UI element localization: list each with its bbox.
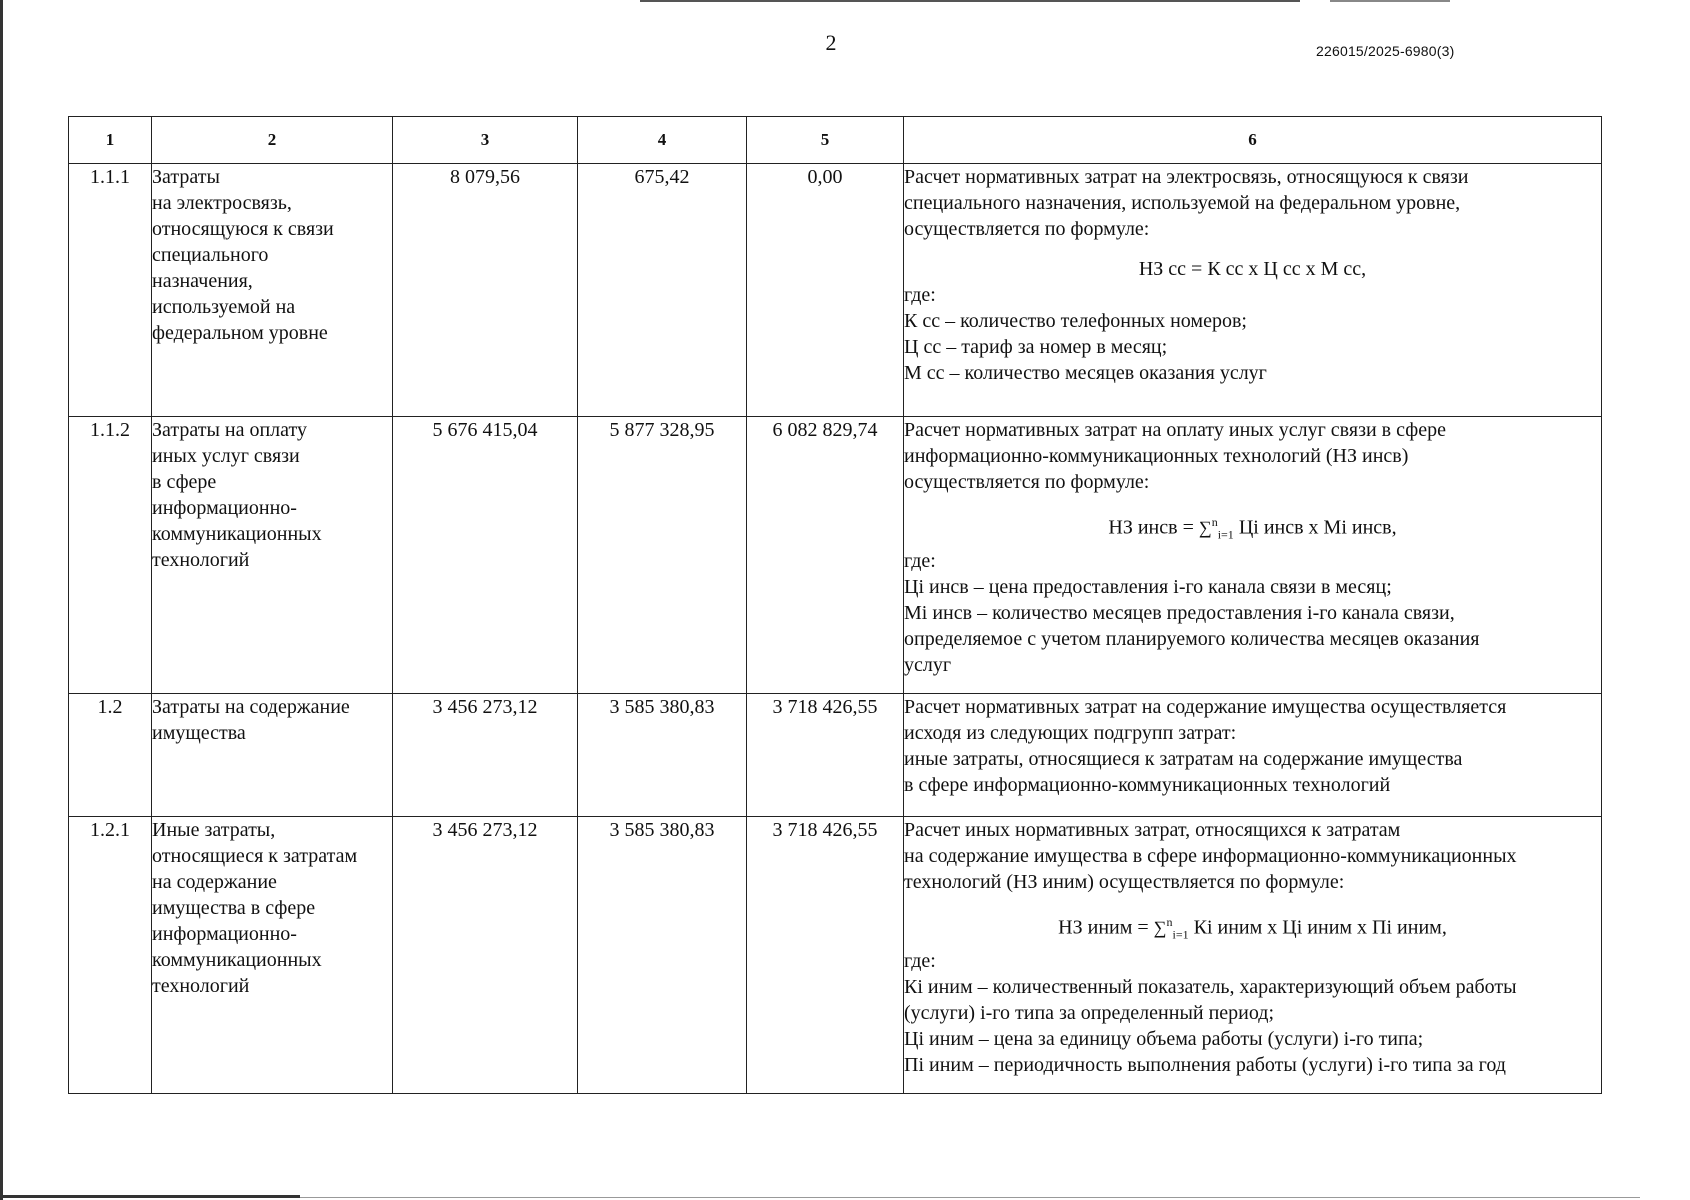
desc-line: Пi иним – периодичность выполнения работы (услуги) i-го типа за год [904,1053,1506,1076]
row-name-line: Иные затраты, [152,819,276,841]
scan-artifact-top [640,0,1300,2]
row-name-line: технологий [152,975,250,997]
row-name-line: относящуюся к связи [152,218,334,240]
row-code: 1.1.1 [69,164,152,417]
row-value-col3: 8 079,56 [393,164,578,417]
row-value-col3: 3 456 273,12 [393,817,578,1094]
formula-right: Кi иним х Цi иним х Пi иним, [1188,916,1447,939]
row-name-line: коммуникационных [152,949,322,971]
desc-line: осуществляется по формуле: [904,218,1150,240]
row-name-line: имущества в сфере [152,897,316,919]
desc-line: услуг [904,653,952,676]
desc-line: информационно-коммуникационных технологий (НЗ инсв) [904,445,1409,467]
desc-line: (услуги) i-го типа за определенный период; [904,1001,1275,1024]
row-description [904,417,1602,694]
formula-right: Цi инсв х Мi инсв, [1233,516,1397,539]
formula-left: НЗ иним = [1058,916,1154,939]
row-code: 1.1.2 [69,417,152,694]
row-name-line: используемой на [152,296,296,318]
row-name-line: федеральном уровне [152,322,328,344]
desc-line: исходя из следующих подгрупп затрат: [904,722,1237,744]
formula: НЗ сс = К сс х Ц сс х М сс, [1138,258,1367,280]
desc-line: на содержание имущества в сфере информационно-коммуникационных [904,845,1517,867]
desc-line: определяемое с учетом планируемого количества месяцев оказания [904,627,1480,650]
row-name-line: в сфере [152,471,217,493]
row-value-col3: 5 676 415,04 [393,417,578,694]
header-col-6: 6 [904,117,1602,164]
header-col-2: 2 [152,117,393,164]
row-value-col3: 3 456 273,12 [393,694,578,817]
row-value-col4: 5 877 328,95 [578,417,747,694]
scan-edge-left [0,0,3,1200]
row-name-line: специального [152,244,269,266]
row-value-col5: 0,00 [747,164,904,417]
scan-artifact-bottom-faint [300,1197,1640,1198]
row-name-line: технологий [152,549,250,571]
desc-line: Кi иним – количественный показатель, характеризующий объем работы [904,975,1517,998]
desc-line: Цi иним – цена за единицу объема работы (услуги) i-го типа; [904,1027,1424,1050]
row-name [152,164,393,417]
sum-lower-limit: i=1 [1172,927,1189,942]
row-value-col4: 3 585 380,83 [578,817,747,1094]
sum-symbol: ∑ [1153,917,1167,938]
header-col-3: 3 [393,117,578,164]
row-name [152,817,393,1094]
row-code: 1.2.1 [69,817,152,1094]
sum-lower-limit: i=1 [1217,527,1234,542]
row-name [152,417,393,694]
formula [904,909,1601,948]
sum-upper-limit: n [1211,515,1218,529]
row-name-line: относящиеся к затратам [152,845,358,867]
desc-line: Ц сс – тариф за номер в месяц; [904,336,1168,358]
cost-table [68,116,1602,1094]
row-value-col5: 3 718 426,55 [747,694,904,817]
table-row [69,164,1602,417]
table-row [69,694,1602,817]
desc-line: М сс – количество месяцев оказания услуг [904,362,1267,384]
desc-line: Цi инсв – цена предоставления i-го канала связи в месяц; [904,575,1392,598]
document-id: 226015/2025-6980(3) [1316,43,1455,59]
desc-line: где: [904,549,936,572]
row-name-line: коммуникационных [152,523,322,545]
row-name-line: Затраты на содержание [152,696,350,718]
row-name-line: имущества [152,722,246,744]
desc-line: Расчет нормативных затрат на электросвязь, относящуюся к связи [904,166,1469,188]
formula-left: НЗ инсв = [1108,516,1199,539]
row-name [152,694,393,817]
desc-line: где: [904,949,936,972]
scan-artifact-bottom [0,1195,300,1198]
desc-line: К сс – количество телефонных номеров; [904,310,1247,332]
row-value-col4: 675,42 [578,164,747,417]
sum-upper-limit: n [1166,915,1173,929]
row-name-line: информационно- [152,923,297,945]
desc-line: Мi инсв – количество месяцев предоставления i-го канала связи, [904,601,1455,624]
desc-line: Расчет нормативных затрат на содержание имущества осуществляется [904,696,1507,718]
header-col-4: 4 [578,117,747,164]
header-col-1: 1 [69,117,152,164]
row-description [904,164,1602,417]
row-name-line: информационно- [152,497,297,519]
row-value-col5: 6 082 829,74 [747,417,904,694]
row-name-line: Затраты [152,166,220,188]
header-col-5: 5 [747,117,904,164]
desc-line: специального назначения, используемой на федеральном уровне, [904,192,1461,214]
desc-line: технологий (НЗ иним) осуществляется по формуле: [904,871,1345,893]
desc-line: Расчет иных нормативных затрат, относящихся к затратам [904,819,1401,841]
page-number: 2 [825,30,837,55]
row-name-line: на электросвязь, [152,192,292,214]
row-name-line: назначения, [152,270,253,292]
desc-line: иные затраты, относящиеся к затратам на содержание имущества [904,748,1463,770]
row-description [904,817,1602,1094]
row-code: 1.2 [69,694,152,817]
row-description [904,694,1602,817]
sum-symbol: ∑ [1198,517,1212,538]
row-name-line: Затраты на оплату [152,419,307,441]
row-name-line: иных услуг связи [152,445,300,467]
table-row [69,417,1602,694]
row-name-line: на содержание [152,871,277,893]
formula [904,509,1601,548]
desc-line: где: [904,284,936,306]
desc-line: Расчет нормативных затрат на оплату иных услуг связи в сфере [904,419,1446,441]
desc-line: осуществляется по формуле: [904,471,1150,493]
row-value-col4: 3 585 380,83 [578,694,747,817]
row-value-col5: 3 718 426,55 [747,817,904,1094]
scan-artifact-top-right [1330,0,1450,2]
table-row [69,817,1602,1094]
table-header-row [69,117,1602,164]
desc-line: в сфере информационно-коммуникационных технологий [904,774,1391,796]
